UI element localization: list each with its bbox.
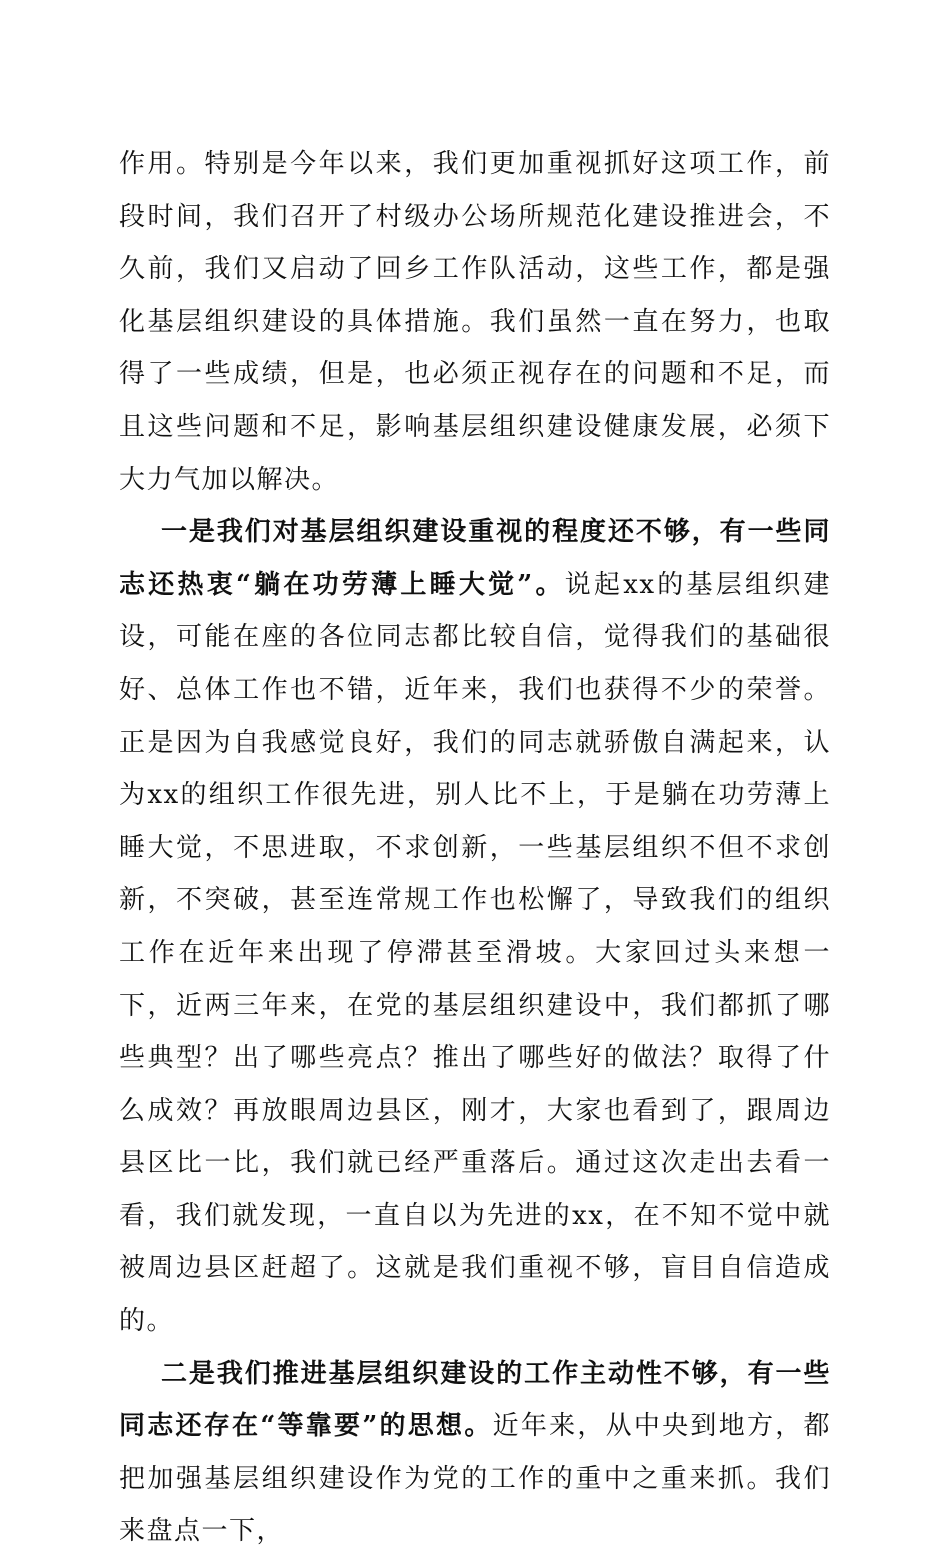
paragraph-2-lead: 一是我们对基层组织建设重视的程度还不够，有一些同志还热衷“躺在功劳薄上睡大觉”。	[119, 517, 831, 600]
paragraph-1-text: 作用。特别是今年以来，我们更加重视抓好这项工作，前段时间，我们召开了村级办公场所规范化建设推进会，不久前，我们又启动了回乡工作队活动，这些工作，都是强化基层组织建设的具体措施。我们虽然一直在努力，也取得了一些成绩，但是，也必须正视存在的问题和不足，而且这些问题和不足，影响基层组织建设健康发展，必须下大力气加以解决。	[119, 149, 831, 495]
paragraph-2-text: 说起xx的基层组织建设，可能在座的各位同志都比较自信，觉得我们的基础很好、总体工作也不错，近年来，我们也获得不少的荣誉。正是因为自我感觉良好，我们的同志就骄傲自满起来，认为xx的组织工作很先进，别人比不上，于是躺在功劳薄上睡大觉，不思进取，不求创新，一些基层组织不但不求创新，不突破，甚至连常规工作也松懈了，导致我们的组织工作在近年来出现了停滞甚至滑坡。大家回过头来想一下，近两三年来，在党的基层组织建设中，我们都抓了哪些典型？出了哪些亮点？推出了哪些好的做法？取得了什么成效？再放眼周边县区，刚才，大家也看到了，跟周边县区比一比，我们就已经严重落后。通过这次走出去看一看，我们就发现，一直自以为先进的xx，在不知不觉中就被周边县区赶超了。这就是我们重视不够，盲目自信造成的。	[119, 569, 831, 1337]
paragraph-3-lead: 二是我们推进基层组织建设的工作主动性不够，有一些同志还存在“等靠要”的思想。	[119, 1358, 831, 1442]
paragraph-3-text: 近年来，从中央到地方，都把加强基层组织建设作为党的工作的重中之重来抓。我们来盘点一下，	[119, 1411, 831, 1547]
paragraph-3	[119, 1348, 831, 1558]
paragraph-2	[119, 506, 831, 1348]
paragraph-1	[119, 138, 831, 506]
document-body	[119, 138, 831, 1558]
